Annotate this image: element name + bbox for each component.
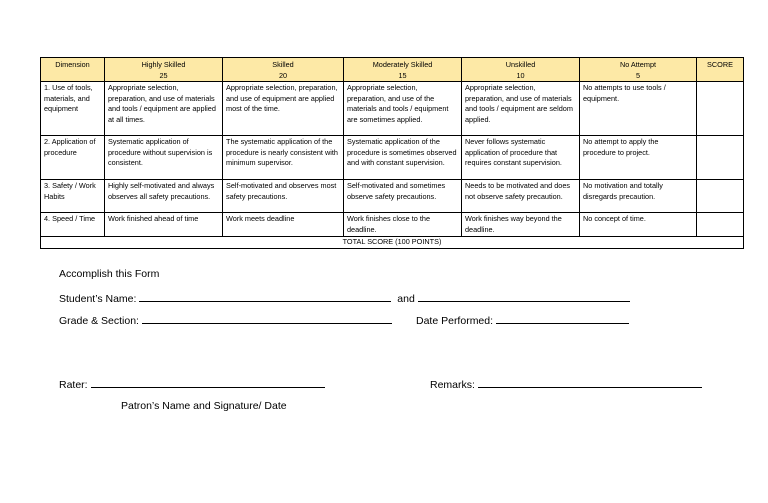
cell-highly-skilled: Highly self-motivated and always observes all safety precautions. — [105, 180, 223, 213]
rubric-header-row — [41, 58, 744, 82]
row-dimension: 1. Use of tools, materials, and equipment — [41, 82, 105, 136]
date-performed-row — [416, 313, 629, 327]
cell-unskilled: Appropriate selection, preparation, and use of materials and tools / equipment are seldom applied. — [462, 82, 580, 136]
cell-unskilled: Needs to be motivated and does not observe safety precaution. — [462, 180, 580, 213]
cell-no-attempt: No attempt to apply the procedure to project. — [580, 136, 697, 180]
row-dimension: 2. Application of procedure — [41, 136, 105, 180]
header-dimension: Dimension — [41, 58, 105, 82]
cell-no-attempt: No attempts to use tools / equipment. — [580, 82, 697, 136]
cell-highly-skilled: Systematic application of procedure without supervision is consistent. — [105, 136, 223, 180]
cell-skilled: Appropriate selection, preparation, and use of equipment are applied most of the time. — [223, 82, 344, 136]
total-score-label: TOTAL SCORE (100 POINTS) — [41, 237, 744, 249]
remarks-field[interactable] — [478, 377, 702, 388]
total-score-row — [41, 237, 744, 249]
cell-moderately-skilled: Appropriate selection, preparation, and use of the materials and tools / equipment are sometimes applied. — [344, 82, 462, 136]
form-heading: Accomplish this Form — [59, 268, 160, 280]
rubric-table — [40, 57, 744, 249]
rater-label: Rater: — [59, 379, 88, 391]
rubric-row-safety — [41, 180, 744, 213]
cell-moderately-skilled: Work finishes close to the deadline. — [344, 213, 462, 237]
cell-highly-skilled: Appropriate selection, preparation, and use of materials and tools / equipment are applied at all times. — [105, 82, 223, 136]
remarks-row — [430, 377, 702, 391]
rater-field[interactable] — [91, 377, 325, 388]
header-score: SCORE — [697, 58, 744, 82]
header-highly-skilled: Highly Skilled 25 — [105, 58, 223, 82]
grade-section-field[interactable] — [142, 313, 392, 324]
row-dimension: 3. Safety / Work Habits — [41, 180, 105, 213]
student-name-label: Student’s Name: — [59, 293, 137, 305]
header-no-attempt: No Attempt 5 — [580, 58, 697, 82]
student-name-field[interactable] — [139, 291, 391, 302]
header-unskilled: Unskilled 10 — [462, 58, 580, 82]
partner-name-field[interactable] — [418, 291, 630, 302]
rubric-row-procedure — [41, 136, 744, 180]
score-cell[interactable] — [697, 213, 744, 237]
cell-unskilled: Work finishes way beyond the deadline. — [462, 213, 580, 237]
rubric-row-tools — [41, 82, 744, 136]
cell-no-attempt: No motivation and totally disregards precaution. — [580, 180, 697, 213]
header-moderately-skilled: Moderately Skilled 15 — [344, 58, 462, 82]
cell-no-attempt: No concept of time. — [580, 213, 697, 237]
and-label: and — [397, 293, 415, 305]
header-skilled: Skilled 20 — [223, 58, 344, 82]
rubric-row-speed — [41, 213, 744, 237]
rater-row — [59, 377, 325, 391]
row-dimension: 4. Speed / Time — [41, 213, 105, 237]
date-performed-field[interactable] — [496, 313, 629, 324]
score-cell[interactable] — [697, 136, 744, 180]
patron-caption: Patron’s Name and Signature/ Date — [121, 400, 287, 412]
cell-highly-skilled: Work finished ahead of time — [105, 213, 223, 237]
grade-section-row — [59, 313, 392, 327]
cell-unskilled: Never follows systematic application of procedure that requires constant supervision. — [462, 136, 580, 180]
remarks-label: Remarks: — [430, 379, 475, 391]
cell-moderately-skilled: Self-motivated and sometimes observe safety precautions. — [344, 180, 462, 213]
cell-skilled: Work meets deadline — [223, 213, 344, 237]
cell-skilled: The systematic application of the procedure is nearly consistent with minimum supervisor. — [223, 136, 344, 180]
score-cell[interactable] — [697, 180, 744, 213]
cell-moderately-skilled: Systematic application of the procedure is sometimes observed and with constant supervision. — [344, 136, 462, 180]
grade-section-label: Grade & Section: — [59, 315, 139, 327]
student-name-row — [59, 291, 630, 305]
score-cell[interactable] — [697, 82, 744, 136]
cell-skilled: Self-motivated and observes most safety precautions. — [223, 180, 344, 213]
date-performed-label: Date Performed: — [416, 315, 494, 327]
